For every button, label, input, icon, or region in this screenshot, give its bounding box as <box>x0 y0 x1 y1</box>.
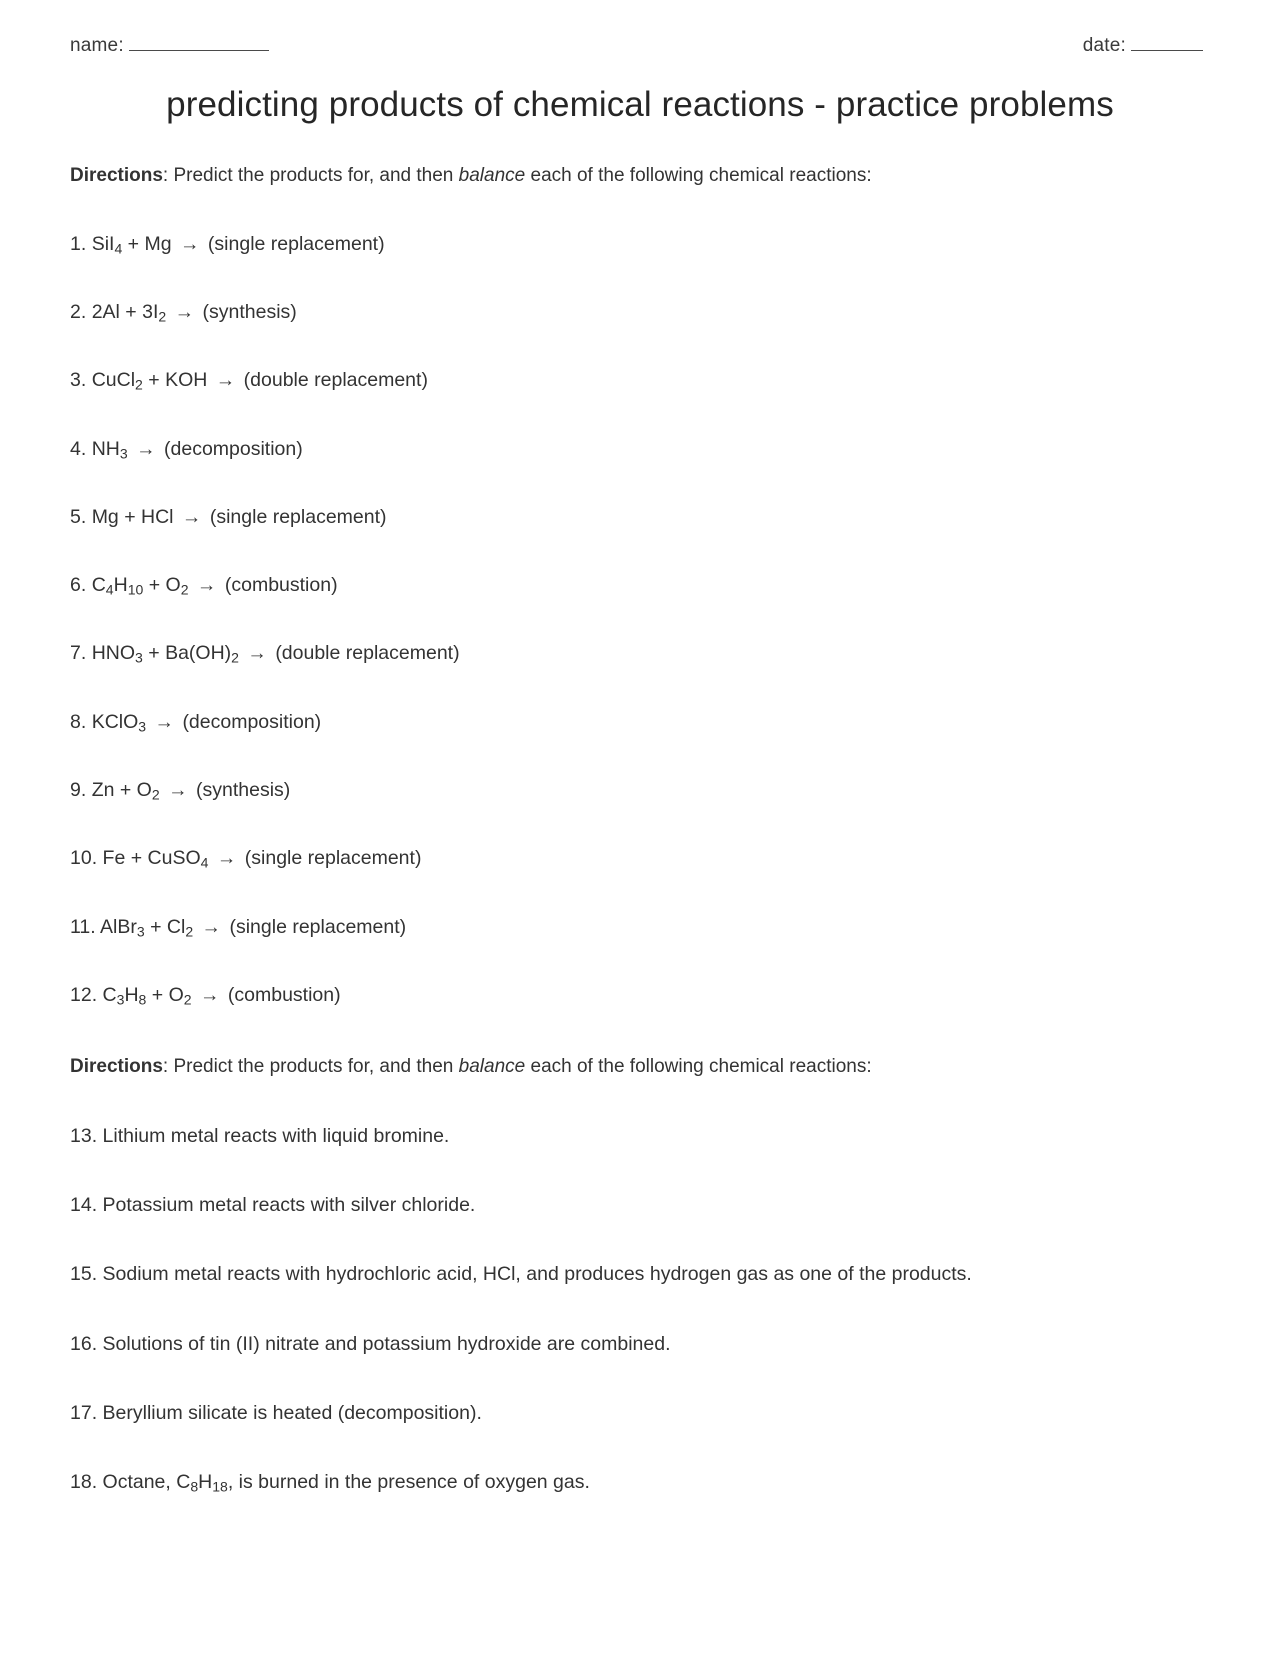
reaction-type-label: (combustion) <box>227 983 341 1006</box>
reactant-text: + O <box>143 574 181 597</box>
problem-item <box>70 572 1210 599</box>
reaction-arrow-icon: → <box>191 574 222 597</box>
problem-item <box>70 982 1210 1009</box>
subscript: 10 <box>127 581 144 598</box>
problem-list-part-one <box>70 231 1210 1010</box>
directions-text-2a: : Predict the products for, and then <box>162 1056 459 1078</box>
problem-number: 8. <box>70 710 92 733</box>
directions-label-2: Directions <box>70 1056 163 1078</box>
problem-number: 15. <box>70 1263 103 1286</box>
page-title: predicting products of chemical reactions - practice problems <box>166 85 1114 125</box>
problem-number: 17. <box>70 1401 103 1424</box>
subscript: 8 <box>138 991 147 1008</box>
problem-item <box>70 504 1210 531</box>
reactant-text: 2Al + 3I <box>91 300 159 323</box>
reactant-text: + Mg <box>122 232 172 255</box>
reaction-type-label: (decomposition) <box>182 710 322 733</box>
subscript: 18 <box>212 1478 228 1495</box>
subscript: 3 <box>116 991 125 1008</box>
problem-item <box>70 299 1210 326</box>
directions-emphasis-2: balance <box>458 1056 526 1078</box>
problem-text: Lithium metal reacts with liquid bromine. <box>102 1124 450 1147</box>
reactant-text: H <box>124 983 139 1006</box>
reaction-type-label: (double replacement) <box>243 369 428 392</box>
problem-item <box>70 1469 1210 1496</box>
problem-item <box>70 1123 1210 1150</box>
problem-text: Solutions of tin (II) nitrate and potassium hydroxide are combined. <box>102 1332 671 1355</box>
subscript: 2 <box>185 923 194 940</box>
reactant-text: SiI <box>91 232 115 255</box>
section-two <box>70 1053 1210 1496</box>
reactant-text: AlBr <box>100 915 137 938</box>
problem-text: Octane, C <box>102 1471 191 1494</box>
problem-number: 13. <box>70 1124 103 1147</box>
problem-item <box>70 367 1210 394</box>
reaction-arrow-icon: → <box>162 779 193 802</box>
problem-item <box>70 1331 1210 1358</box>
reactant-text: CuCl <box>91 369 136 392</box>
directions-text-1b: each of the following chemical reactions: <box>525 165 872 187</box>
directions-text-1a: : Predict the products for, and then <box>162 165 459 187</box>
problem-number: 12. <box>70 983 103 1006</box>
problem-item <box>70 231 1210 258</box>
problem-number: 7. <box>70 642 92 665</box>
subscript: 2 <box>151 786 160 803</box>
problem-item <box>70 1400 1210 1427</box>
reactant-text: Fe + CuSO <box>102 847 201 870</box>
problem-number: 4. <box>70 437 92 460</box>
date-label: date: <box>1082 35 1126 57</box>
directions-label-1: Directions <box>70 165 163 187</box>
reactant-text: H <box>113 574 128 597</box>
name-field <box>70 34 269 57</box>
problem-text: Potassium metal reacts with silver chloride. <box>102 1194 476 1217</box>
reactant-text: + Cl <box>144 915 186 938</box>
reactant-text: + Ba(OH) <box>142 642 232 665</box>
date-field <box>1083 34 1203 57</box>
problem-item <box>70 777 1210 804</box>
problem-item <box>70 1192 1210 1219</box>
subscript: 3 <box>135 649 143 666</box>
subscript: 2 <box>158 308 167 325</box>
directions-part-two <box>70 1053 1210 1081</box>
problem-number: 18. <box>70 1471 103 1494</box>
problem-number: 10. <box>70 847 103 870</box>
name-blank-line <box>129 34 269 51</box>
problem-number: 16. <box>70 1332 103 1355</box>
reactant-text: NH <box>91 437 120 460</box>
problem-number: 9. <box>70 779 92 802</box>
reaction-arrow-icon: → <box>176 505 207 528</box>
reaction-type-label: (double replacement) <box>275 642 460 665</box>
problem-number: 1. <box>70 232 92 255</box>
problem-number: 5. <box>70 505 92 528</box>
problem-number: 6. <box>70 574 92 597</box>
problem-item <box>70 709 1210 736</box>
problem-list-part-two <box>70 1123 1210 1497</box>
directions-part-one <box>70 162 1210 190</box>
subscript: 3 <box>119 445 128 462</box>
subscript: 3 <box>136 923 145 940</box>
problem-item <box>70 914 1210 941</box>
date-blank-line <box>1131 34 1203 51</box>
subscript: 8 <box>190 1478 199 1495</box>
reaction-arrow-icon: → <box>211 847 242 870</box>
reactant-text: Zn + O <box>91 779 152 802</box>
problem-text: , is burned in the presence of oxygen gas. <box>227 1471 590 1494</box>
problem-item <box>70 436 1210 463</box>
name-label: name: <box>70 35 124 57</box>
problem-text: Beryllium silicate is heated (decomposition). <box>102 1401 482 1424</box>
reaction-type-label: (single replacement) <box>209 505 387 528</box>
problem-number: 2. <box>70 300 92 323</box>
problem-text: Sodium metal reacts with hydrochloric acid, HCl, and produces hydrogen gas as one of the products. <box>102 1263 972 1286</box>
reactant-text: C <box>91 574 106 597</box>
reaction-arrow-icon: → <box>174 232 205 255</box>
subscript: 2 <box>135 376 143 393</box>
reaction-arrow-icon: → <box>196 915 227 938</box>
reactant-text: + O <box>146 983 184 1006</box>
reaction-arrow-icon: → <box>169 300 200 323</box>
directions-text-2b: each of the following chemical reactions: <box>525 1056 872 1078</box>
reaction-type-label: (combustion) <box>224 574 338 597</box>
problem-number: 11. <box>70 915 101 938</box>
reaction-type-label: (single replacement) <box>229 915 407 938</box>
subscript: 4 <box>200 854 209 871</box>
header-row <box>70 34 1210 57</box>
subscript: 2 <box>231 649 239 666</box>
reaction-arrow-icon: → <box>130 437 162 460</box>
reactant-text: HNO <box>91 642 136 665</box>
reaction-arrow-icon: → <box>149 710 180 733</box>
reaction-type-label: (synthesis) <box>202 300 297 323</box>
problem-text: H <box>198 1471 213 1494</box>
directions-emphasis-1: balance <box>458 165 526 187</box>
reaction-type-label: (single replacement) <box>244 847 422 870</box>
reactant-text: KClO <box>91 710 139 733</box>
problem-number: 3. <box>70 369 92 392</box>
reaction-arrow-icon: → <box>194 983 225 1006</box>
reaction-arrow-icon: → <box>210 369 241 392</box>
reaction-arrow-icon: → <box>241 642 273 665</box>
problem-number: 14. <box>70 1194 103 1217</box>
reaction-type-label: (decomposition) <box>164 437 303 460</box>
reaction-type-label: (synthesis) <box>196 779 291 802</box>
subscript: 4 <box>114 240 123 257</box>
subscript: 3 <box>138 718 147 735</box>
reactant-text: Mg + HCl <box>91 505 174 528</box>
problem-item <box>70 845 1210 872</box>
reaction-type-label: (single replacement) <box>207 232 385 255</box>
subscript: 4 <box>105 581 114 598</box>
subscript: 2 <box>180 581 189 598</box>
reactant-text: C <box>102 983 117 1006</box>
problem-item <box>70 640 1210 667</box>
problem-item <box>70 1261 1210 1288</box>
subscript: 2 <box>183 991 192 1008</box>
reactant-text: + KOH <box>142 369 208 392</box>
